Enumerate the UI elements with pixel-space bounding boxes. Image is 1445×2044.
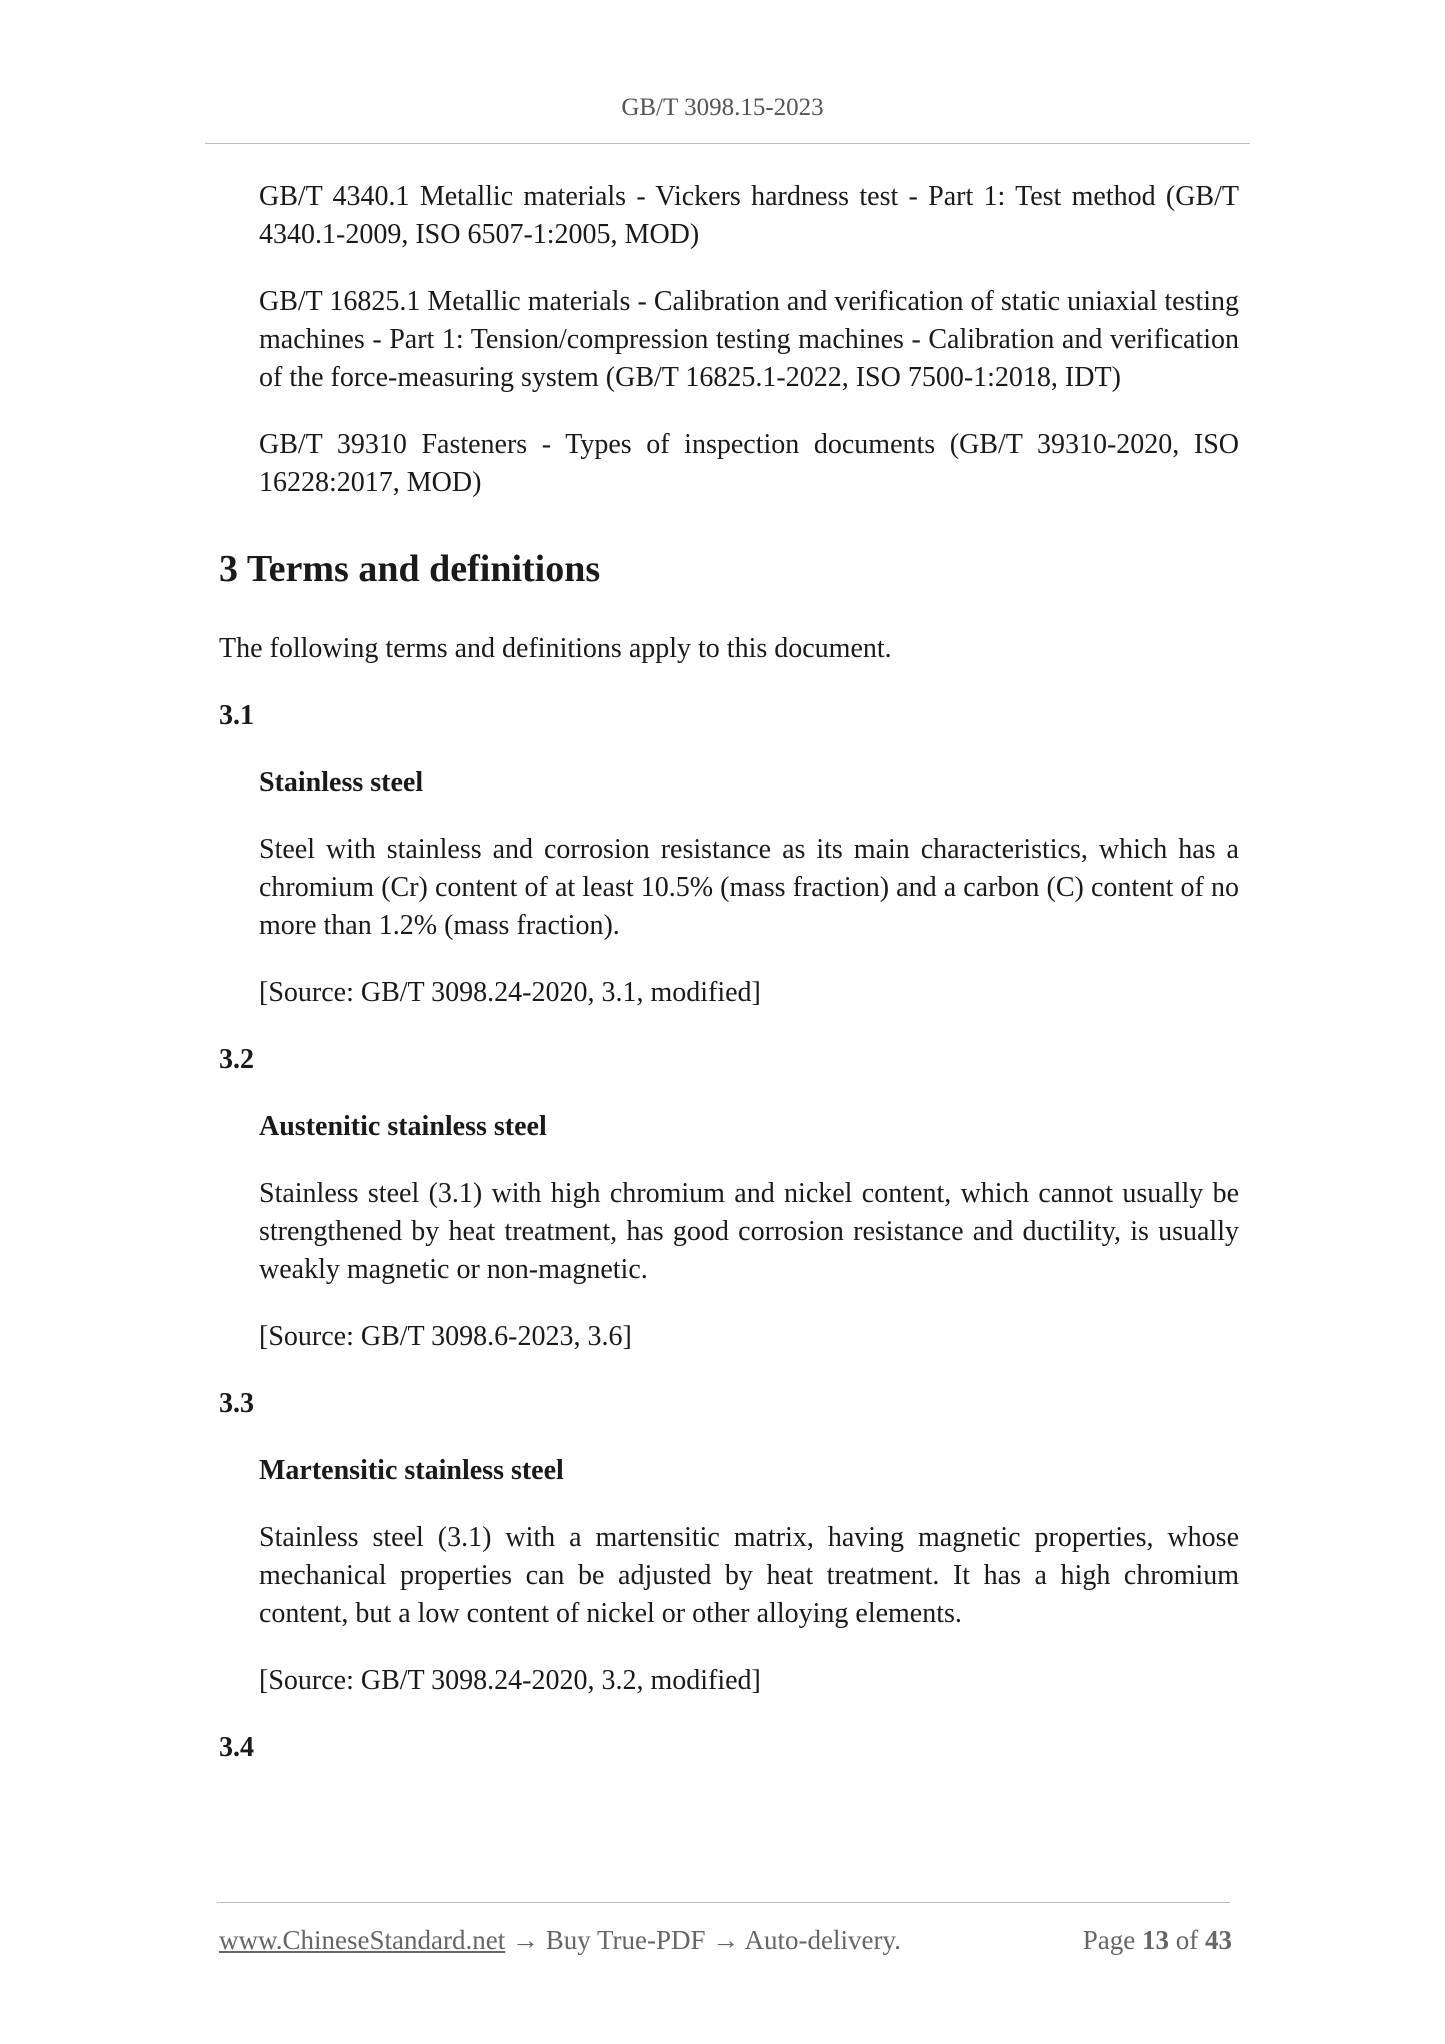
footer-divider [217,1902,1230,1903]
page-header-title: GB/T 3098.15-2023 [621,94,824,121]
normative-reference: GB/T 39310 Fasteners - Types of inspection documents (GB/T 39310-2020, ISO 16228:2017, MOD) [259,429,1239,498]
page-total: 43 [1205,1925,1232,1955]
term-definition: Stainless steel (3.1) with high chromium and nickel content, which cannot usually be strengthened by heat treatment, has good corrosion resistance and ductility, is usually weakly magnetic or non-magnetic. [259,1178,1239,1285]
page-current: 13 [1142,1925,1169,1955]
term-number: 3.3 [219,1388,254,1419]
term-source: [Source: GB/T 3098.24-2020, 3.2, modified] [259,1665,761,1696]
section-heading: 3 Terms and definitions [219,548,601,590]
footer-promo [219,1922,901,1958]
term-number: 3.2 [219,1044,254,1075]
footer-promo-text: → Buy True-PDF → Auto-delivery. [505,1925,901,1955]
header-divider [205,143,1250,144]
website-link[interactable]: www.ChineseStandard.net [219,1925,506,1955]
term-entry [219,1729,1239,1767]
section-intro: The following terms and definitions apply to this document. [219,633,892,664]
term-number: 3.4 [219,1732,254,1763]
document-body [219,170,1239,1767]
normative-reference: GB/T 16825.1 Metallic materials - Calibration and verification of static uniaxial testing machines - Part 1: Tension/compression testing machines - Calibration and verification of the force-measuring system (GB/T 16825.1-2022, ISO 7500-1:2018, IDT) [259,286,1239,393]
page-indicator [1083,1922,1232,1958]
term-source: [Source: GB/T 3098.6-2023, 3.6] [259,1321,632,1352]
term-definition: Steel with stainless and corrosion resistance as its main characteristics, which has a chromium (Cr) content of at least 10.5% (mass fraction) and a carbon (C) content of no more than 1.2% (mass fraction). [259,834,1239,941]
page-of: of [1175,1925,1199,1955]
term-entry [219,697,1239,1012]
term-title: Stainless steel [259,767,424,798]
term-entry [219,1385,1239,1700]
term-title: Martensitic stainless steel [259,1455,564,1486]
page-label: Page [1082,1925,1136,1955]
term-source: [Source: GB/T 3098.24-2020, 3.1, modified] [259,977,761,1008]
normative-reference: GB/T 4340.1 Metallic materials - Vickers hardness test - Part 1: Test method (GB/T 4340.1-2009, ISO 6507-1:2005, MOD) [259,181,1239,250]
term-title: Austenitic stainless steel [259,1111,547,1142]
term-number: 3.1 [219,700,254,731]
term-entry [219,1041,1239,1356]
term-definition: Stainless steel (3.1) with a martensitic matrix, having magnetic properties, whose mechanical properties can be adjusted by heat treatment. It has a high chromium content, but a low content of nickel or other alloying elements. [259,1522,1239,1629]
